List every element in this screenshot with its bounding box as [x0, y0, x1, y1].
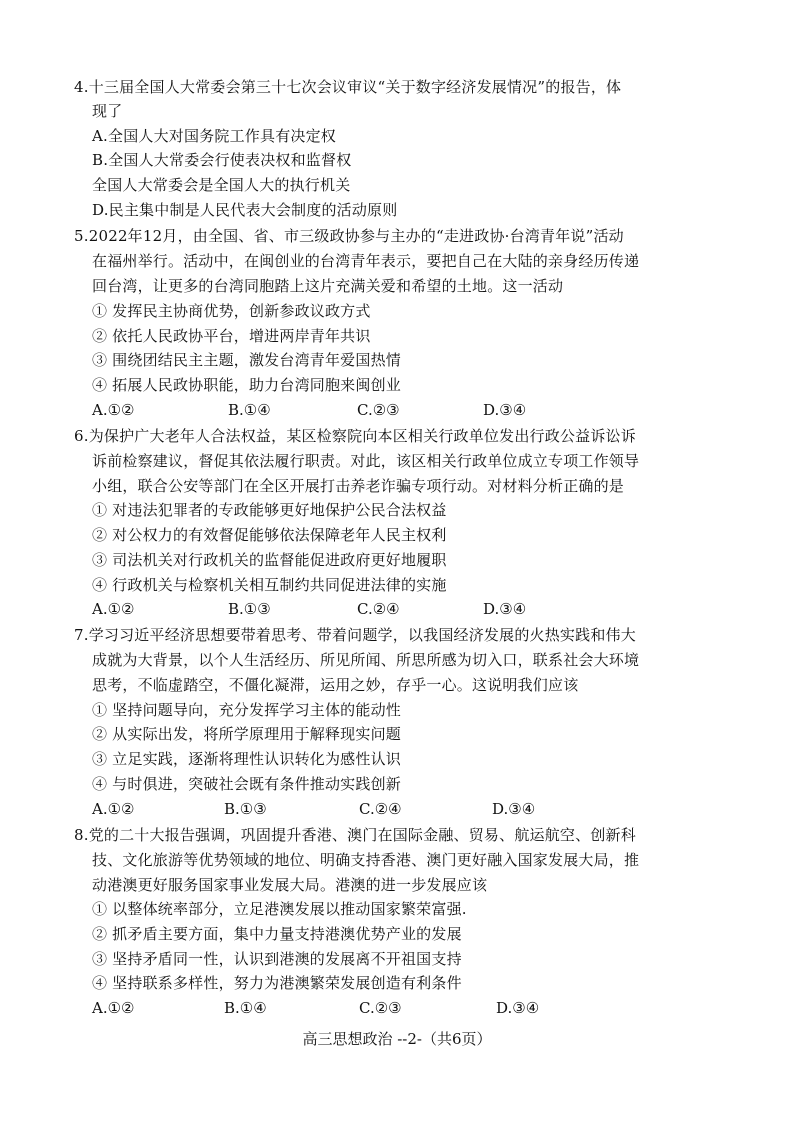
question-stem-line: 6.为保护广大老年人合法权益，某区检察院向本区相关行政单位发出行政公益诉讼诉 [74, 427, 636, 445]
statement-2: ② 抓矛盾主要方面，集中力量支持港澳优势产业的发展 [92, 925, 462, 943]
question-stem-line: 动港澳更好服务国家事业发展大局。港澳的进一步发展应该 [92, 876, 488, 894]
statement-4: ④ 与时俱进，突破社会既有条件推动实践创新 [92, 775, 401, 793]
question-stem-line: 8.党的二十大报告强调，巩固提升香港、澳门在国际金融、贸易、航运航空、创新科 [74, 826, 636, 844]
statement-1: ① 对违法犯罪者的专政能够更好地保护公民合法权益 [92, 501, 447, 519]
statement-2: ② 依托人民政协平台，增进两岸青年共识 [92, 327, 371, 345]
statement-3: ③ 坚持矛盾同一性，认识到港澳的发展离不开祖国支持 [92, 950, 462, 968]
question-stem-line: 成就为大背景，以个人生活经历、所见所闻、所思所感为切入口，联系社会大环境 [92, 651, 640, 669]
choice-b: B.①④ [228, 401, 271, 419]
choice-c: C.②④ [359, 800, 402, 818]
statement-4: ④ 拓展人民政协职能，助力台湾同胞来闽创业 [92, 376, 401, 394]
question-stem-line: 4.十三届全国人大常委会第三十七次会议审议“关于数字经济发展情况”的报告，体 [74, 78, 622, 96]
option-d: D.民主集中制是人民代表大会制度的活动原则 [92, 201, 398, 219]
question-stem-line: 现了 [92, 102, 123, 120]
statement-2: ② 对公权力的有效督促能够依法保障老年人民主权利 [92, 526, 447, 544]
choice-b: B.①③ [228, 600, 271, 618]
question-stem-line: 在福州举行。活动中，在闽创业的台湾青年表示，要把自己在大陆的亲身经历传递 [92, 252, 640, 270]
statement-1: ① 以整体统率部分，立足港澳发展以推动国家繁荣富强. [92, 900, 467, 918]
question-stem-line: 7.学习习近平经济思想要带着思考、带着问题学，以我国经济发展的火热实践和伟大 [74, 626, 636, 644]
statement-3: ③ 立足实践，逐渐将理性认识转化为感性认识 [92, 750, 401, 768]
statement-3: ③ 司法机关对行政机关的监督能促进政府更好地履职 [92, 551, 447, 569]
statement-1: ① 坚持问题导向，充分发挥学习主体的能动性 [92, 701, 401, 719]
statement-2: ② 从实际出发，将所学原理用于解释现实问题 [92, 725, 401, 743]
question-stem-line: 诉前检察建议，督促其依法履行职责。对此，该区相关行政单位成立专项工作领导 [92, 452, 640, 470]
choice-a: A.①② [92, 999, 135, 1017]
choice-b: B.①④ [224, 999, 267, 1017]
choice-d: D.③④ [483, 401, 527, 419]
choice-c: C.②③ [357, 401, 400, 419]
statement-3: ③ 围绕团结民主主题，激发台湾青年爱国热情 [92, 351, 401, 369]
question-stem-line: 思考，不临虚踏空，不僵化凝滞，运用之妙，存乎一心。这说明我们应该 [92, 676, 579, 694]
question-stem-line: 回台湾，让更多的台湾同胞踏上这片充满关爱和希望的土地。这一活动 [92, 277, 564, 295]
question-stem-line: 技、文化旅游等优势领域的地位、明确支持香港、澳门更好融入国家发展大局，推 [92, 851, 640, 869]
choice-c: C.②④ [357, 600, 400, 618]
choice-d: D.③④ [496, 999, 540, 1017]
page-footer: 高三思想政治 --2-（共6页） [302, 1030, 492, 1048]
option-b: B.全国人大常委会行使表决权和监督权 [92, 151, 352, 169]
question-stem-line: 小组，联合公安等部门在全区开展打击养老诈骗专项行动。对材料分析正确的是 [92, 477, 625, 495]
statement-4: ④ 行政机关与检察机关相互制约共同促进法律的实施 [92, 576, 447, 594]
choice-d: D.③④ [492, 800, 536, 818]
choice-a: A.①② [92, 401, 135, 419]
choice-b: B.①③ [224, 800, 267, 818]
choice-c: C.②③ [359, 999, 402, 1017]
option-c: 全国人大常委会是全国人大的执行机关 [92, 176, 351, 194]
option-a: A.全国人大对国务院工作具有决定权 [92, 127, 337, 145]
choice-d: D.③④ [483, 600, 527, 618]
choice-a: A.①② [92, 600, 135, 618]
question-stem-line: 5.2022年12月，由全国、省、市三级政协参与主办的“走进政协·台湾青年说”活动 [74, 227, 624, 245]
statement-1: ① 发挥民主协商优势，创新参政议政方式 [92, 302, 371, 320]
choice-a: A.①② [92, 800, 135, 818]
statement-4: ④ 坚持联系多样性，努力为港澳繁荣发展创造有利条件 [92, 974, 462, 992]
